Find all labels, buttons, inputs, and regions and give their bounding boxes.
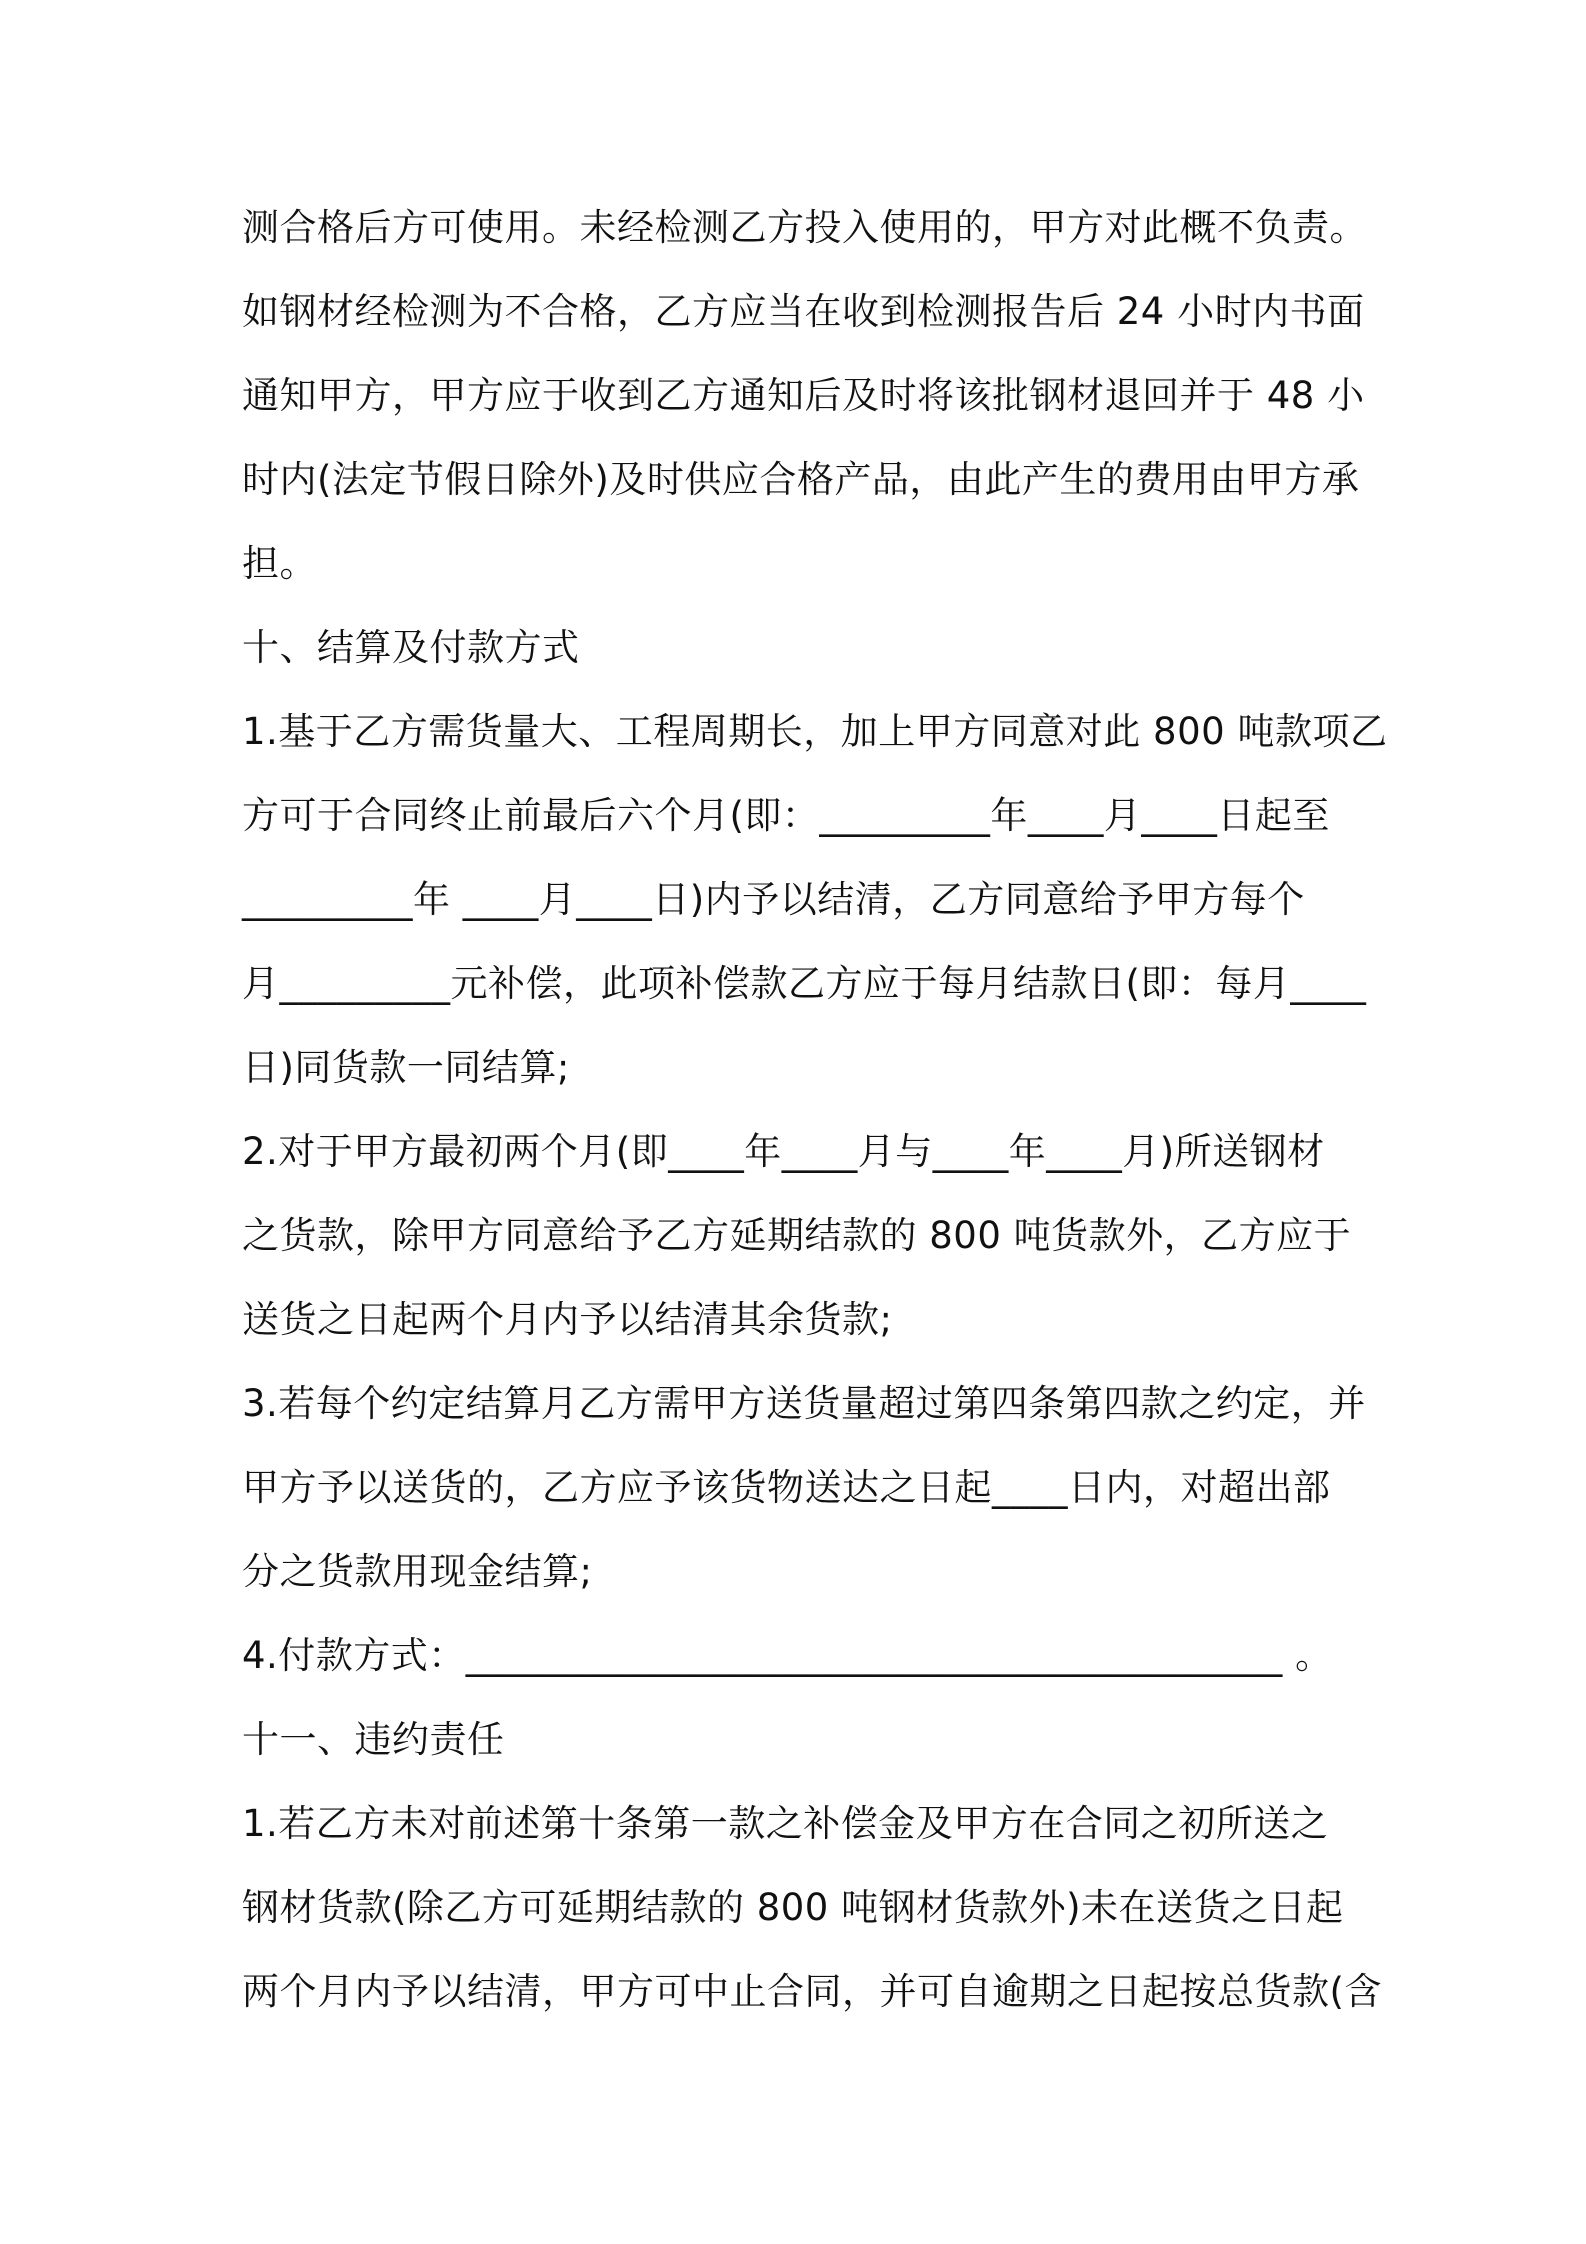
section-heading: 十一、违约责任 [242, 1718, 505, 1761]
text-line: 4.付款方式：___________________________________________ 。 [242, 1634, 1333, 1677]
section-heading: 十、结算及付款方式 [242, 626, 580, 669]
text-line: 方可于合同终止前最后六个月(即：_________年____月____日起至 [242, 794, 1330, 837]
text-line: 钢材货款(除乙方可延期结款的 800 吨钢材货款外)未在送货之日起 [242, 1886, 1344, 1929]
text-line: 2.对于甲方最初两个月(即____年____月与____年____月)所送钢材 [242, 1130, 1325, 1173]
text-line: 两个月内予以结清，甲方可中止合同，并可自逾期之日起按总货款(含 [242, 1970, 1382, 2013]
text-line: 月_________元补偿，此项补偿款乙方应于每月结款日(即：每月____ [242, 962, 1367, 1005]
text-line: 担。 [242, 542, 317, 585]
text-line: 测合格后方可使用。未经检测乙方投入使用的，甲方对此概不负责。 [242, 206, 1367, 249]
text-line: 甲方予以送货的，乙方应予该货物送达之日起____日内，对超出部 [242, 1466, 1331, 1509]
text-line: 通知甲方，甲方应于收到乙方通知后及时将该批钢材退回并于 48 小 [242, 374, 1365, 417]
text-line: 1.基于乙方需货量大、工程周期长，加上甲方同意对此 800 吨款项乙 [242, 710, 1388, 753]
text-line: 1.若乙方未对前述第十条第一款之补偿金及甲方在合同之初所送之 [242, 1802, 1329, 1845]
text-line: 日)同货款一同结算; [242, 1046, 570, 1089]
text-line: 如钢材经检测为不合格，乙方应当在收到检测报告后 24 小时内书面 [242, 290, 1365, 333]
text-line: 分之货款用现金结算; [242, 1550, 593, 1593]
text-line: 时内(法定节假日除外)及时供应合格产品，由此产生的费用由甲方承 [242, 458, 1360, 501]
text-line: _________年 ____月____日)内予以结清，乙方同意给予甲方每个 [242, 878, 1305, 921]
text-line: 3.若每个约定结算月乙方需甲方送货量超过第四条第四款之约定，并 [242, 1382, 1366, 1425]
text-line: 送货之日起两个月内予以结清其余货款; [242, 1298, 893, 1341]
text-line: 之货款，除甲方同意给予乙方延期结款的 800 吨货款外，乙方应于 [242, 1214, 1352, 1257]
